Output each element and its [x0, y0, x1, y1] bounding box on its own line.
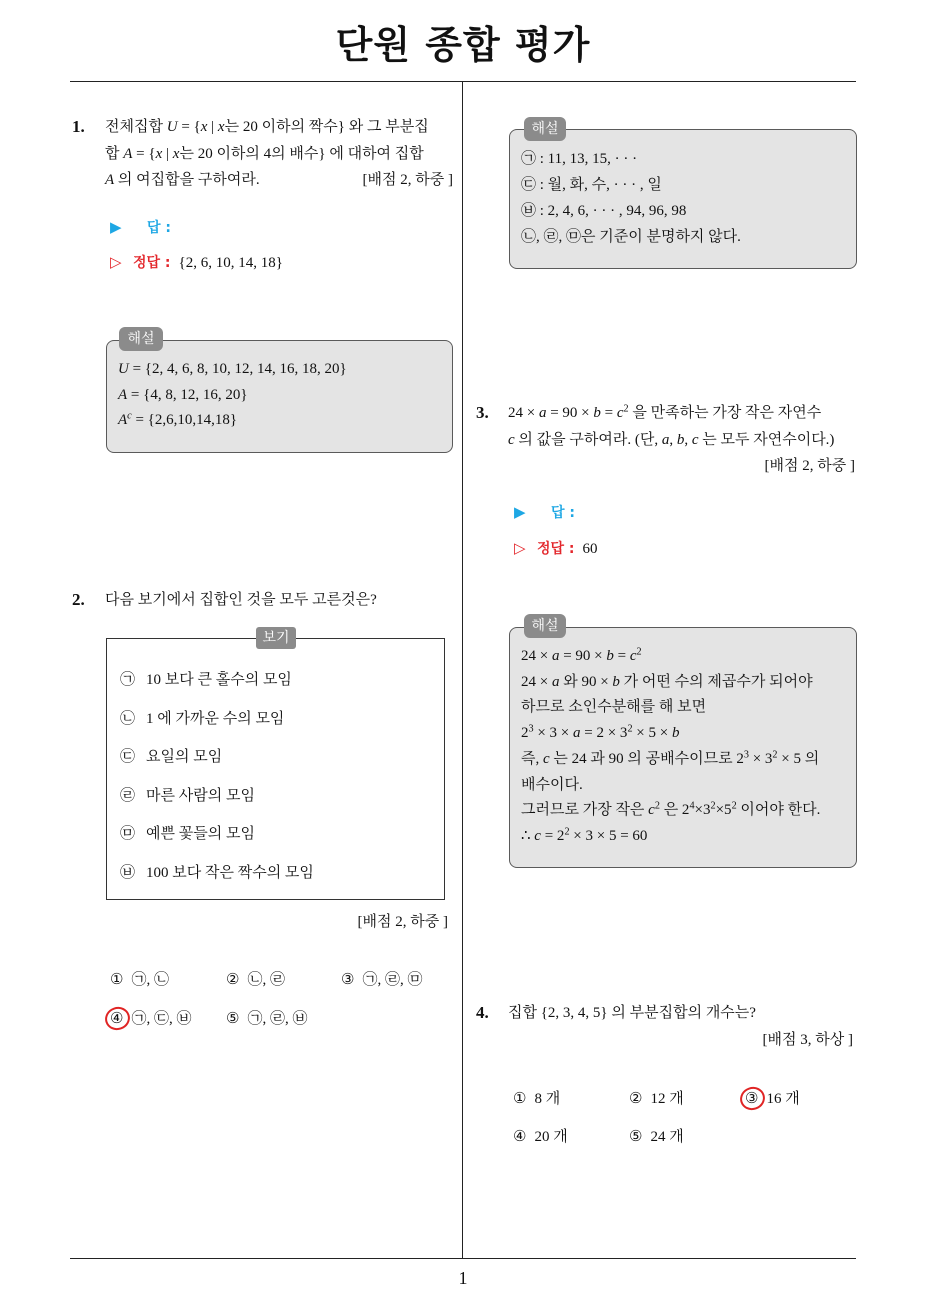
- text-run: × 3 × 5 = 60: [569, 827, 648, 844]
- math-variable: b: [593, 405, 601, 421]
- text-run: ㉡, ㉣, ㉤은 기준이 분명하지 않다.: [521, 229, 741, 245]
- math-variable: a: [573, 725, 581, 742]
- text-line: [521, 146, 741, 172]
- text-line: [105, 587, 377, 613]
- math-variable: A: [118, 412, 128, 428]
- choice-number: ①: [513, 1091, 527, 1107]
- text-run: 합: [105, 145, 124, 162]
- text-run: 는 24 과 90 의 공배수이므로 2: [549, 750, 744, 767]
- text-line: [521, 798, 820, 824]
- text-run: 24 ×: [521, 648, 552, 664]
- text-line: [508, 427, 834, 454]
- text-run: × 5 의: [777, 750, 820, 767]
- text-run: ×3: [694, 802, 711, 819]
- answer-arrow-icon: ▶: [110, 218, 122, 236]
- answer-row: [110, 214, 171, 241]
- solution-value: 60: [582, 541, 598, 557]
- choice-text: 8 개: [534, 1091, 561, 1107]
- choice-item: [110, 967, 169, 993]
- text-line: [521, 747, 820, 773]
- text-run: = 2: [540, 827, 565, 844]
- text-run: = {: [132, 145, 156, 162]
- math-variable: c: [648, 802, 655, 819]
- solution-arrow-icon: ▷: [110, 253, 122, 271]
- math-variable: c: [616, 405, 624, 421]
- text-run: = {: [177, 119, 201, 135]
- text-run: ,: [684, 431, 692, 448]
- choice-text: ㉡, ㉣: [247, 972, 285, 988]
- math-variable: a: [538, 405, 547, 421]
- text-run: 는 모두 자연수이다.): [698, 431, 835, 448]
- math-variable: A: [118, 386, 128, 403]
- bogi-item-mark: ㉢: [120, 749, 136, 766]
- math-variable: c: [691, 431, 699, 448]
- text-line: [105, 114, 429, 141]
- text-line: [521, 172, 741, 198]
- choice-text: ㉠, ㉣, ㉤: [362, 972, 423, 988]
- math-variable: a: [551, 673, 560, 690]
- superscript: 3: [743, 749, 749, 761]
- question-text: [508, 400, 834, 453]
- text-run: 다음 보기에서 집합인 것을 모두 고른것은?: [105, 592, 377, 608]
- column-divider: [462, 82, 463, 1258]
- bogi-item-mark: ㉠: [120, 672, 136, 688]
- choice-item: [226, 1006, 307, 1032]
- question-number: 4.: [476, 1003, 489, 1022]
- bogi-item-mark: ㉥: [120, 864, 136, 881]
- text-run: 집합 {2, 3, 4, 5} 의 부분집합의 개수는?: [508, 1005, 756, 1021]
- math-variable: A: [105, 172, 115, 188]
- solution-arrow-icon: ▷: [514, 539, 526, 557]
- text-line: [118, 383, 347, 409]
- choice-number: ⑤: [629, 1129, 643, 1145]
- bogi-item-text: 요일의 모임: [146, 749, 223, 766]
- text-line: [118, 357, 347, 383]
- text-line: [521, 670, 820, 696]
- text-run: 의 값을 구하여라. (단,: [514, 431, 662, 448]
- text-run: × 5 ×: [632, 725, 672, 742]
- choice-text: 20 개: [534, 1129, 568, 1145]
- text-line: [521, 198, 741, 224]
- math-variable: a: [661, 431, 670, 448]
- choice-number: ④: [513, 1129, 527, 1145]
- text-run: 이어야 한다.: [736, 802, 821, 819]
- top-rule: [70, 81, 856, 82]
- superscript: c: [127, 410, 132, 422]
- question-text: [105, 587, 377, 613]
- bottom-rule: [70, 1258, 856, 1259]
- text-line: [105, 141, 429, 168]
- math-variable: x: [172, 145, 180, 162]
- answer-arrow-icon: ▶: [514, 503, 526, 521]
- superscript: 2: [627, 723, 633, 735]
- math-variable: c: [629, 648, 637, 664]
- text-run: 가 어떤 수의 제곱수가 되어야: [619, 673, 813, 690]
- bogi-item-mark: ㉤: [120, 826, 136, 843]
- choice-number: ②: [226, 972, 240, 988]
- text-run: ,: [669, 431, 677, 448]
- bogi-item: [120, 738, 314, 777]
- solution-row: [110, 249, 283, 276]
- score-label: [배점 2, 하중 ]: [357, 914, 448, 930]
- explanation-box: [509, 129, 857, 269]
- solution-row: [514, 535, 598, 562]
- bogi-item: [120, 854, 314, 893]
- text-run: |: [162, 145, 173, 162]
- text-run: 는 20 이하의 짝수} 와 그 부분집: [224, 119, 429, 135]
- choice-item: [226, 967, 285, 993]
- text-run: = 90 ×: [559, 648, 607, 664]
- superscript: 4: [689, 800, 695, 812]
- score-label: [배점 2, 하중 ]: [764, 458, 855, 474]
- text-run: × 3 ×: [533, 725, 574, 742]
- answer-label: 답 :: [551, 505, 575, 521]
- explanation-text: [521, 146, 741, 250]
- math-variable: c: [508, 431, 515, 448]
- bogi-item: [120, 815, 314, 854]
- explanation-text: [118, 357, 347, 434]
- text-run: 은 2: [659, 802, 690, 819]
- page-number: 1: [458, 1268, 468, 1288]
- math-variable: c: [534, 827, 541, 844]
- solution-value: {2, 6, 10, 14, 18}: [178, 255, 283, 271]
- answer-circle-mark: [102, 1004, 133, 1034]
- explanation-box: [509, 627, 857, 868]
- choice-number: ②: [629, 1091, 643, 1107]
- bogi-item: [120, 777, 314, 816]
- text-run: × 3: [748, 750, 773, 767]
- text-line: [521, 824, 820, 850]
- question-number: 1.: [72, 117, 85, 136]
- choice-item: [110, 1006, 191, 1032]
- superscript: 2: [731, 800, 737, 812]
- text-run: = {4, 8, 12, 16, 20}: [127, 386, 248, 403]
- explanation-box: [106, 340, 453, 453]
- text-run: =: [600, 405, 617, 421]
- choice-number: ③: [745, 1091, 759, 1107]
- answer-label: 답 :: [147, 220, 171, 236]
- text-run: ㉢ : 월, 화, 수, · · · , 일: [521, 177, 662, 193]
- math-variable: b: [676, 431, 685, 448]
- solution-label: 정답 :: [537, 541, 575, 557]
- solution-label: 정답 :: [133, 255, 171, 271]
- choice-text: ㉠, ㉢, ㉥: [131, 1011, 192, 1027]
- text-run: = {2,6,10,14,18}: [131, 412, 238, 428]
- explanation-tab: 해설: [524, 117, 566, 141]
- math-variable: x: [217, 119, 225, 135]
- superscript: 2: [623, 403, 629, 415]
- math-variable: U: [118, 361, 129, 377]
- bogi-item-mark: ㉡: [120, 710, 136, 727]
- choice-item: [513, 1086, 560, 1112]
- choice-item: [629, 1124, 684, 1150]
- text-run: 24 ×: [521, 673, 552, 690]
- text-line: [508, 1000, 756, 1026]
- answer-row: [514, 499, 575, 526]
- explanation-tab: 해설: [524, 614, 566, 638]
- bogi-item-mark: ㉣: [120, 787, 136, 804]
- bogi-box: [106, 638, 445, 900]
- bogi-item-text: 10 보다 큰 홀수의 모임: [146, 672, 292, 688]
- text-run: 을 만족하는 가장 작은 자연수: [628, 405, 822, 421]
- explanation-text: [521, 644, 820, 850]
- math-variable: b: [606, 648, 614, 664]
- bogi-item-text: 1 에 가까운 수의 모임: [146, 710, 285, 727]
- math-variable: x: [200, 119, 208, 135]
- text-run: |: [207, 119, 218, 135]
- choice-item: [629, 1086, 684, 1112]
- text-run: 2: [521, 725, 529, 742]
- answer-circle-mark: [737, 1084, 768, 1114]
- explanation-tab: 해설: [119, 327, 163, 351]
- superscript: 2: [772, 749, 778, 761]
- superscript: 2: [654, 800, 660, 812]
- text-run: 즉,: [521, 750, 543, 767]
- text-line: [521, 224, 741, 250]
- bogi-item-text: 마른 사람의 모임: [146, 787, 255, 804]
- superscript: 2: [710, 800, 716, 812]
- text-run: ㉥ : 2, 4, 6, · · · , 94, 96, 98: [521, 203, 687, 219]
- text-line: [508, 400, 834, 427]
- text-run: =: [613, 648, 630, 664]
- text-line: [521, 721, 820, 747]
- bogi-item-text: 예쁜 꽃들의 모임: [146, 826, 255, 843]
- choice-number: ③: [341, 972, 355, 988]
- choice-number: ④: [110, 1011, 124, 1027]
- choice-text: 16 개: [766, 1091, 800, 1107]
- text-run: 와 90 ×: [559, 673, 613, 690]
- choice-item: [341, 967, 422, 993]
- text-line: [118, 408, 347, 434]
- text-line: [521, 773, 820, 799]
- text-run: 24 ×: [508, 405, 539, 421]
- bogi-item: [120, 700, 314, 739]
- choice-item: [745, 1086, 800, 1112]
- bogi-item: [120, 661, 314, 700]
- text-run: 그러므로 가장 작은: [521, 802, 649, 819]
- choices-grid: [513, 1086, 853, 1152]
- question-number: 2.: [72, 590, 85, 609]
- choice-number: ⑤: [226, 1011, 240, 1027]
- math-variable: x: [155, 145, 163, 162]
- math-variable: U: [166, 119, 178, 135]
- math-variable: b: [671, 725, 680, 742]
- choice-text: 12 개: [650, 1091, 684, 1107]
- question-text: [508, 1000, 756, 1026]
- bogi-item-text: 100 보다 작은 짝수의 모임: [146, 864, 314, 881]
- text-run: 의 여집합을 구하여라.: [114, 172, 260, 188]
- text-run: ∴: [521, 827, 535, 844]
- text-run: 는 20 이하의 4의 배수} 에 대하여 집합: [179, 145, 424, 162]
- text-run: 하므로 소인수분해를 해 보면: [521, 699, 707, 716]
- superscript: 3: [528, 723, 534, 735]
- superscript: 2: [564, 826, 570, 838]
- choice-item: [513, 1124, 568, 1150]
- text-line: [521, 695, 820, 721]
- math-variable: b: [612, 673, 620, 690]
- page-title: 단원 종합 평가: [335, 23, 591, 67]
- choice-text: 24 개: [650, 1129, 684, 1145]
- choice-text: ㉠, ㉡: [131, 972, 169, 988]
- math-variable: c: [543, 750, 550, 767]
- text-run: = {2, 4, 6, 8, 10, 12, 14, 16, 18, 20}: [128, 361, 347, 377]
- choice-text: ㉠, ㉣, ㉥: [247, 1011, 308, 1027]
- superscript: 2: [636, 646, 642, 658]
- math-variable: a: [551, 648, 560, 664]
- question-number: 3.: [476, 403, 489, 422]
- choice-number: ①: [110, 972, 124, 988]
- score-label: [배점 2, 하중 ]: [362, 172, 453, 188]
- text-run: 배수이다.: [521, 776, 583, 793]
- text-run: ㉠ : 11, 13, 15, · · ·: [521, 151, 638, 167]
- text-run: ×5: [715, 802, 732, 819]
- text-line: [521, 644, 820, 670]
- choices-grid: [110, 967, 455, 1033]
- bogi-list: [120, 661, 314, 893]
- math-variable: A: [123, 145, 133, 162]
- text-run: = 90 ×: [546, 405, 594, 421]
- text-run: 전체집합: [105, 119, 167, 135]
- bogi-tab: 보기: [256, 627, 296, 649]
- text-run: = 2 × 3: [580, 725, 628, 742]
- score-label: [배점 3, 하상 ]: [762, 1032, 853, 1048]
